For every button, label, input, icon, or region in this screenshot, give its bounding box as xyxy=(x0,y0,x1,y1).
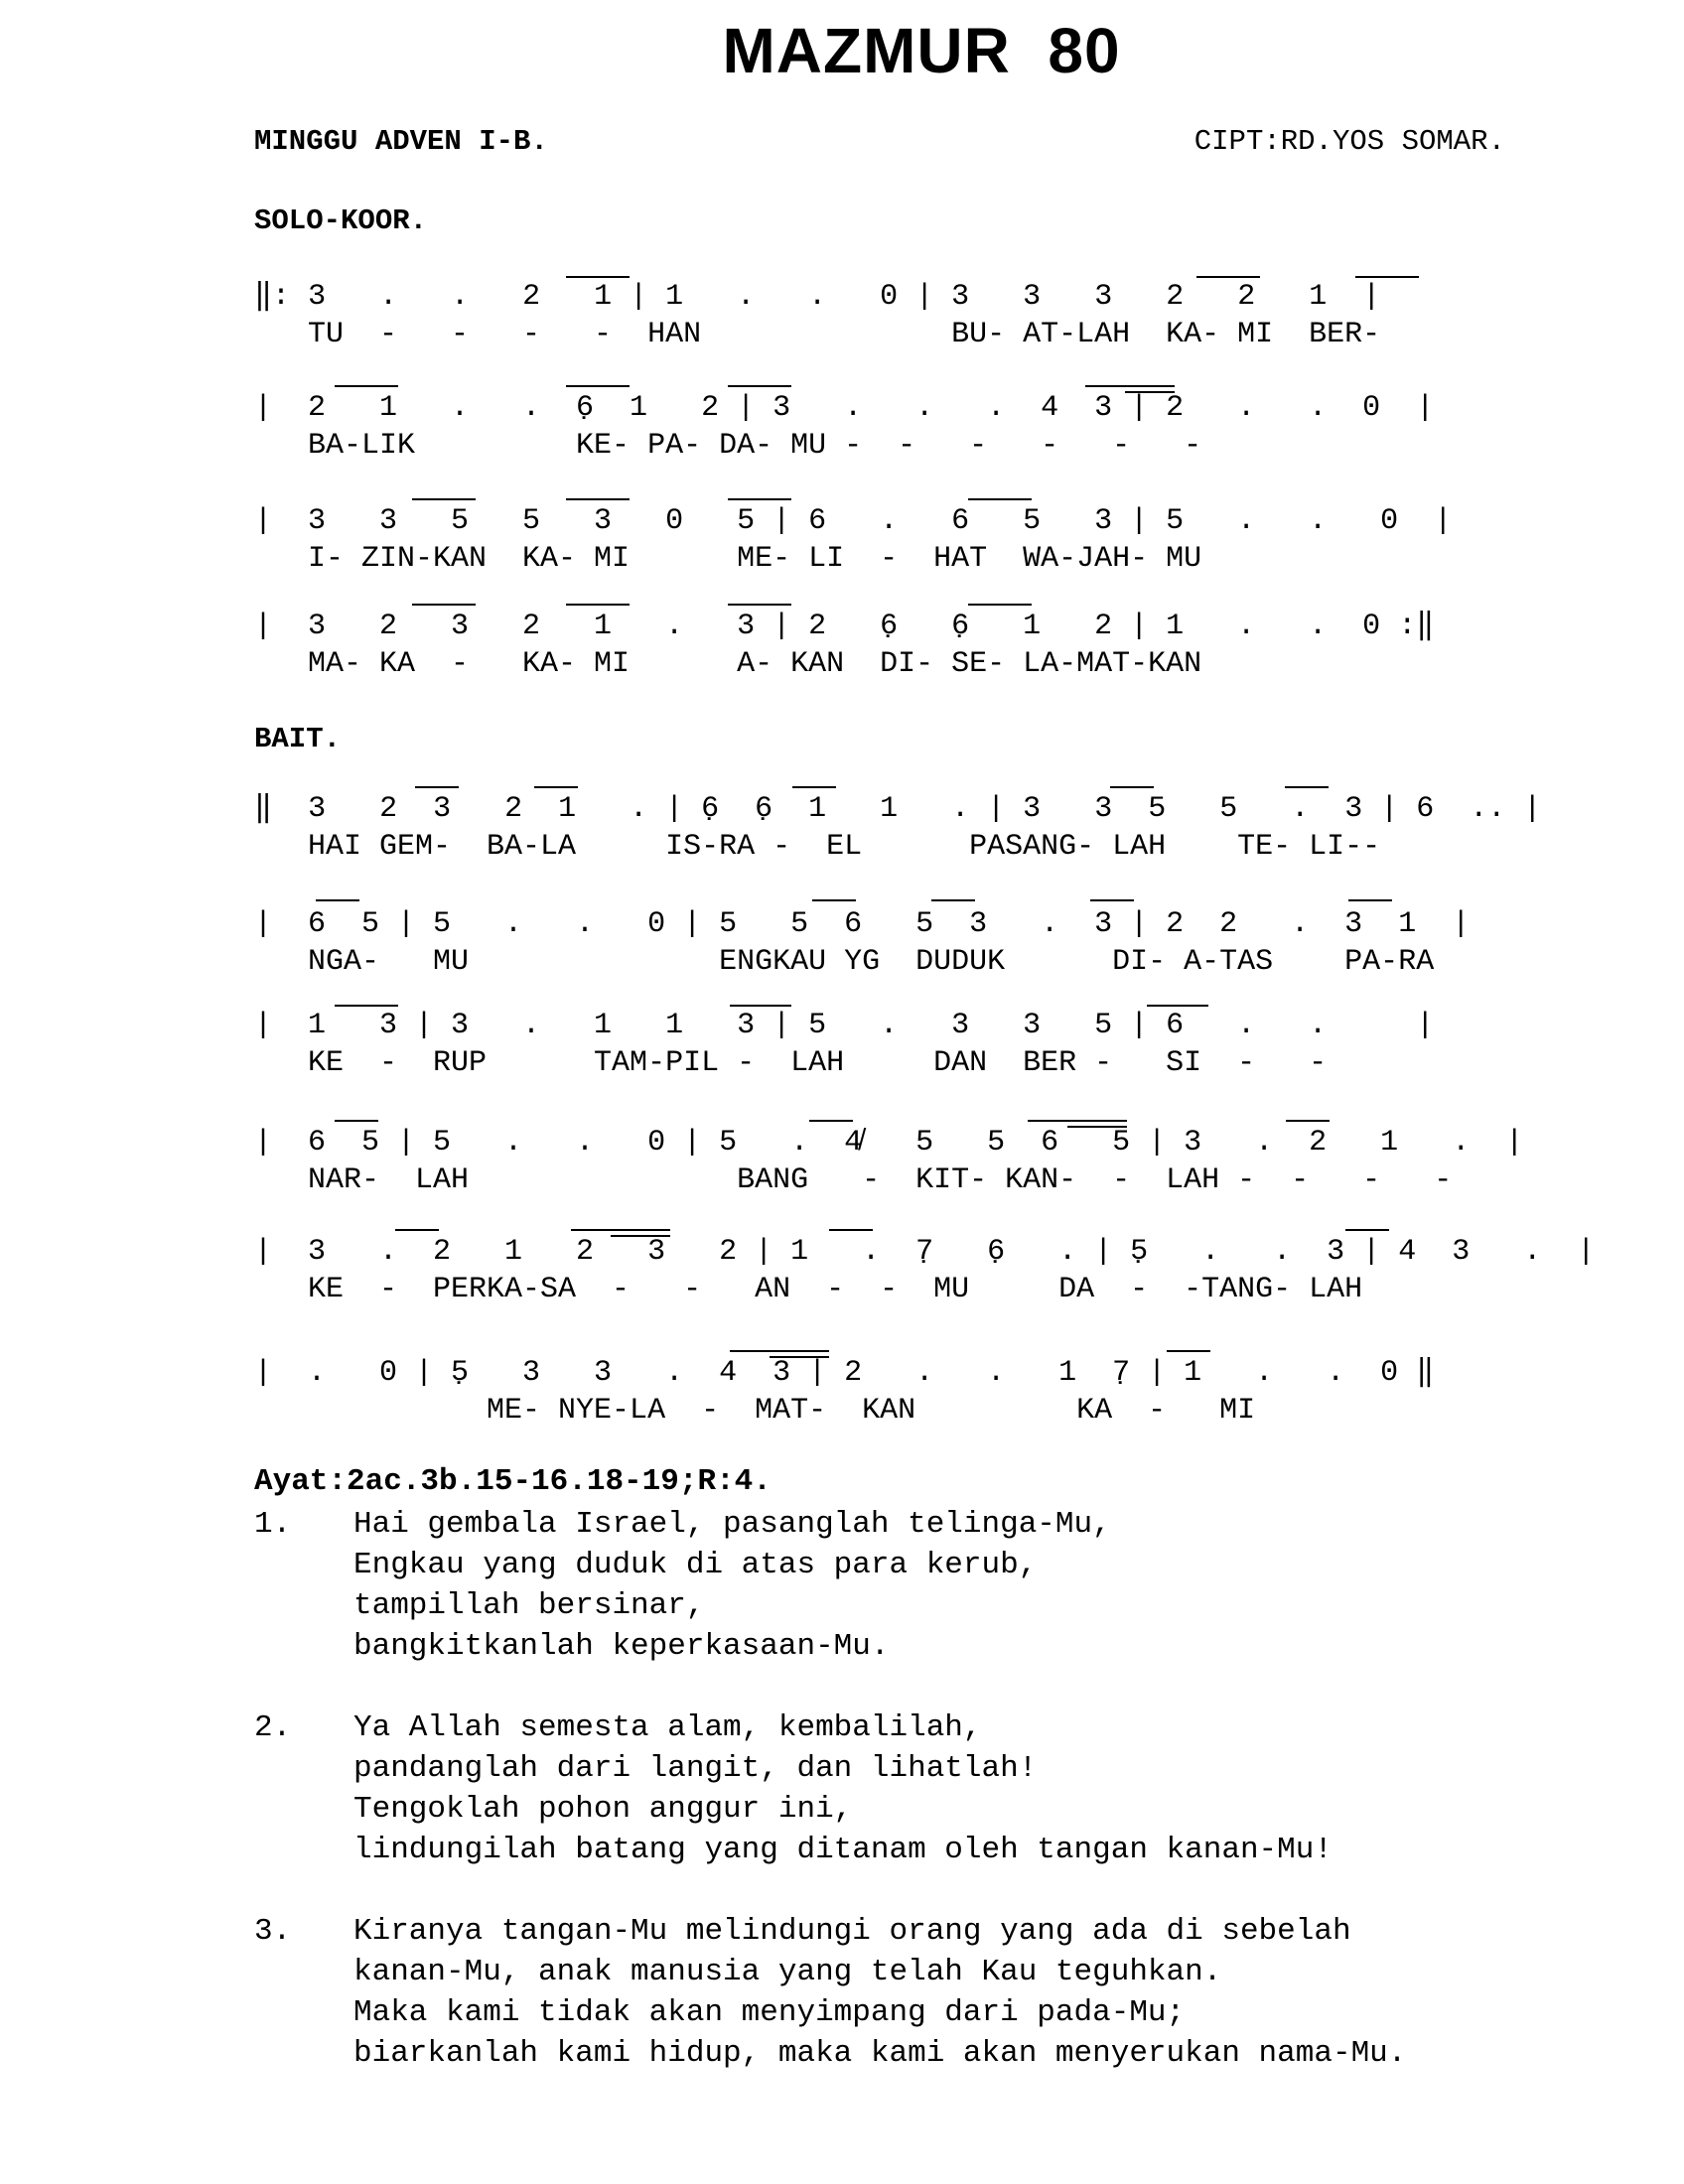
note-beam xyxy=(728,385,791,387)
page-title: MAZMUR 80 xyxy=(722,15,1121,86)
notes-row: | 6 5 | 5 . . 0 | 5 . 4̸ 5 5 6 5 | 3 . 2 1 . | xyxy=(254,1126,1524,1160)
note-beam xyxy=(566,276,630,278)
verse-line: Tengoklah pohon anggur ini, xyxy=(353,1792,853,1827)
verse-line: biarkanlah kami hidup, maka kami akan menyerukan nama-Mu. xyxy=(353,2036,1407,2071)
note-beam xyxy=(1067,1126,1127,1128)
lyrics-row: ME- NYE-LA - MAT- KAN KA - MI xyxy=(254,1394,1256,1428)
occasion-label: MINGGU ADVEN I-B. xyxy=(254,125,548,158)
notes-row: | 1 3 | 3 . 1 1 3 | 5 . 3 3 5 | 6 . . | xyxy=(254,1009,1435,1042)
verse-3 xyxy=(254,1911,1406,2074)
notes-row: | 2 1 . . 6̣ 1 2 | 3 . . . 4 3 | 2 . . 0 | xyxy=(254,391,1435,425)
score-line xyxy=(254,907,1505,977)
note-beam xyxy=(728,604,791,606)
note-beam xyxy=(1125,391,1175,393)
note-beam xyxy=(1348,899,1392,901)
note-beam xyxy=(968,604,1032,606)
lyrics-row: KE - PERKA-SA - - AN - - MU DA - -TANG- LAH xyxy=(254,1273,1363,1306)
note-beam xyxy=(1110,786,1154,788)
score-line xyxy=(254,1009,1505,1078)
score-line xyxy=(254,391,1505,461)
note-beam xyxy=(335,1120,378,1122)
verse-line: pandanglah dari langit, dan lihatlah! xyxy=(353,1751,1038,1786)
score-line xyxy=(254,792,1542,864)
bait-label: BAIT. xyxy=(254,723,342,755)
lyrics-row: I- ZIN-KAN KA- MI ME- LI - HAT WA-JAH- MU xyxy=(254,542,1202,576)
note-beam xyxy=(812,899,856,901)
score-line xyxy=(254,1126,1524,1197)
score-line xyxy=(254,610,1505,679)
note-beam xyxy=(792,786,836,788)
verse-line: Engkau yang duduk di atas para kerub, xyxy=(353,1548,1038,1582)
note-beam xyxy=(1147,1005,1208,1007)
notes-row: ‖ 3 2 3 2 1 . | 6̣ 6̣ 1 1 . | 3 3 5 5 . 3 | 6 .. | xyxy=(254,792,1542,826)
note-beam xyxy=(611,1235,670,1237)
note-beam xyxy=(566,498,630,500)
note-beam xyxy=(1345,1229,1389,1231)
note-beam xyxy=(728,498,791,500)
score-line xyxy=(254,280,1505,349)
notes-row: | 6 5 | 5 . . 0 | 5 5 6 5 3 . 3 | 2 2 . 3 1 | xyxy=(254,907,1471,941)
note-beam xyxy=(566,604,630,606)
note-beam xyxy=(412,498,476,500)
note-beam xyxy=(1286,1120,1330,1122)
composer-credit: CIPT:RD.YOS SOMAR. xyxy=(1193,125,1505,158)
note-beam xyxy=(1090,899,1134,901)
note-beam xyxy=(1028,1120,1127,1122)
lyrics-row: KE - RUP TAM-PIL - LAH DAN BER - SI - - xyxy=(254,1046,1328,1080)
note-beam xyxy=(931,899,975,901)
notes-row: | 3 . 2 1 2 3 2 | 1 . 7̣ 6̣ . | 5̣ . . 3 | 4 3 . | xyxy=(254,1235,1596,1269)
notes-row: | 3 3 5 5 3 0 5 | 6 . 6 5 3 | 5 . . 0 | xyxy=(254,504,1453,538)
verse-line: Kiranya tangan-Mu melindungi orang yang ada di sebelah xyxy=(353,1914,1351,1949)
verse-line: Hai gembala Israel, pasanglah telinga-Mu, xyxy=(353,1507,1111,1542)
note-beam xyxy=(1085,385,1175,387)
score-line xyxy=(254,504,1505,574)
note-beam xyxy=(566,385,630,387)
lyrics-row: NAR- LAH BANG - KIT- KAN- - LAH - - - - xyxy=(254,1163,1453,1197)
note-beam xyxy=(534,786,578,788)
verse-line: tampillah bersinar, xyxy=(353,1588,705,1623)
verse-number: 2. xyxy=(254,1710,292,1745)
score-line xyxy=(254,1235,1596,1306)
verse-line: kanan-Mu, anak manusia yang telah Kau teguhkan. xyxy=(353,1955,1222,1989)
verse-line: Maka kami tidak akan menyimpang dari pada-Mu; xyxy=(353,1995,1186,2030)
lyrics-row: BA-LIK KE- PA- DA- MU - - - - - - xyxy=(254,429,1202,463)
note-beam xyxy=(770,1356,829,1358)
note-beam xyxy=(829,1229,873,1231)
verse-2 xyxy=(254,1707,1406,1870)
lyrics-row: HAI GEM- BA-LA IS-RA - EL PASANG- LAH TE- LI-- xyxy=(254,830,1381,864)
notes-row: | . 0 | 5̣ 3 3 . 4 3 | 2 . . 1 7̣ | 1 . . 0 ‖ xyxy=(254,1356,1435,1390)
notes-row: ‖: 3 . . 2 1 | 1 . . 0 | 3 3 3 2 2 1 | xyxy=(254,280,1381,314)
verse-number: 3. xyxy=(254,1914,292,1949)
note-beam xyxy=(335,1005,398,1007)
note-beam xyxy=(1285,786,1329,788)
note-beam xyxy=(1355,276,1419,278)
verses-section xyxy=(254,1461,1406,2115)
notes-row: | 3 2 3 2 1 . 3 | 2 6̣ 6̣ 1 2 | 1 . . 0 :‖ xyxy=(254,610,1435,643)
verse-line: bangkitkanlah keperkasaan-Mu. xyxy=(353,1629,890,1664)
note-beam xyxy=(1167,1350,1210,1352)
note-beam xyxy=(968,498,1032,500)
note-beam xyxy=(730,1005,791,1007)
lyrics-row: NGA- MU ENGKAU YG DUDUK DI- A-TAS PA-RA xyxy=(254,945,1435,979)
note-beam xyxy=(395,1229,439,1231)
note-beam xyxy=(335,385,398,387)
verse-reference: Ayat:2ac.3b.15-16.18-19;R:4. xyxy=(254,1464,772,1499)
lyrics-row: MA- KA - KA- MI A- KAN DI- SE- LA-MAT-KAN xyxy=(254,647,1202,681)
note-beam xyxy=(316,899,359,901)
verse-line: lindungilah batang yang ditanam oleh tangan kanan-Mu! xyxy=(353,1833,1333,1867)
note-beam xyxy=(415,786,459,788)
verse-line: Ya Allah semesta alam, kembalilah, xyxy=(353,1710,982,1745)
note-beam xyxy=(809,1120,853,1122)
score-line xyxy=(254,1356,1505,1426)
note-beam xyxy=(571,1229,670,1231)
verse-number: 1. xyxy=(254,1507,292,1542)
note-beam xyxy=(412,604,476,606)
verse-1 xyxy=(254,1504,1406,1667)
refrain-label: SOLO-KOOR. xyxy=(254,205,428,237)
note-beam xyxy=(730,1350,829,1352)
lyrics-row: TU - - - - HAN BU- AT-LAH KA- MI BER- xyxy=(254,318,1381,351)
note-beam xyxy=(1196,276,1260,278)
